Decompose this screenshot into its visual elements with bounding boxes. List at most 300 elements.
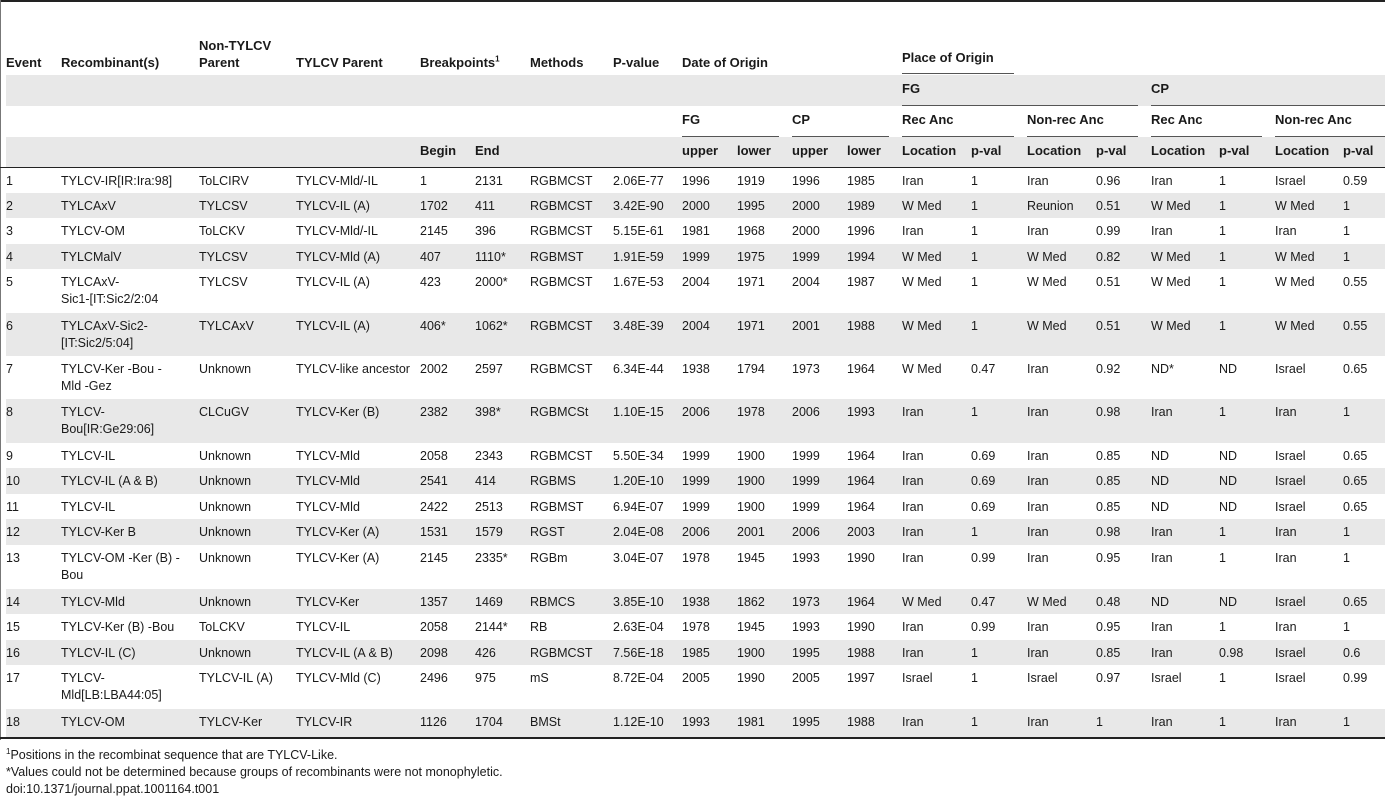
begin-cell: 423	[420, 275, 441, 289]
methods-cell: BMSt	[530, 715, 561, 729]
fg-upper-cell: 1999	[682, 250, 710, 264]
doi-link[interactable]: doi:10.1371/journal.ppat.1001164.t001	[6, 782, 220, 796]
fg-rec-location-cell: W Med	[902, 250, 942, 264]
header-band-1	[6, 75, 1385, 106]
cp-nonrec-location-cell: Israel	[1275, 174, 1306, 188]
cp-rec-location-cell: W Med	[1151, 199, 1191, 213]
cp-rec-pval-cell: ND	[1219, 362, 1238, 376]
fg-upper-cell: 2000	[682, 199, 710, 213]
event-cell: 11	[6, 500, 19, 514]
header-recombinants: Recombinant(s)	[61, 55, 160, 70]
methods-cell: RGBm	[530, 551, 568, 565]
header-breakpoints: Breakpoints$^1$	[420, 54, 500, 70]
recombinant-cell: TYLCV-OM	[61, 224, 125, 238]
non-tylcv-parent-cell: Unknown	[199, 449, 252, 463]
header-cp-nonrec-anc: Non-rec Anc	[1275, 112, 1352, 127]
methods-cell: RGBMCST	[530, 275, 593, 289]
cp-upper-cell: 1973	[792, 362, 820, 376]
fg-rec-pval-cell: 1	[971, 199, 978, 213]
fg-nonrec-location-cell: Iran	[1027, 405, 1049, 419]
pvalue-cell: 5.50E-34	[613, 449, 664, 463]
header-place-fg: FG	[902, 81, 921, 96]
table-row	[0, 269, 1385, 313]
fg-upper-cell: 2006	[682, 525, 710, 539]
table-row	[0, 193, 1385, 218]
fg-nonrec-pval-cell: 0.95	[1096, 620, 1121, 634]
fg-lower-cell: 1900	[737, 646, 765, 660]
non-tylcv-parent-cell: TYLCSV	[199, 275, 248, 289]
header-pvalue: P-value	[613, 55, 660, 70]
cp-nonrec-pval-cell: 0.65	[1343, 474, 1368, 488]
cp-rec-anc-underline	[1151, 136, 1262, 137]
non-tylcv-parent-cell: Unknown	[199, 500, 252, 514]
end-cell: 975	[475, 671, 496, 685]
end-cell: 396	[475, 224, 496, 238]
header-cp-rec-anc: Rec Anc	[1151, 112, 1203, 127]
cp-nonrec-pval-cell: 1	[1343, 224, 1350, 238]
cp-nonrec-pval-cell: 0.55	[1343, 319, 1368, 333]
fg-nonrec-location-cell: W Med	[1027, 595, 1067, 609]
methods-cell: RGBMS	[530, 474, 576, 488]
begin-cell: 1531	[420, 525, 448, 539]
cp-nonrec-location-cell: Iran	[1275, 551, 1297, 565]
methods-cell: RGST	[530, 525, 565, 539]
table-row	[0, 443, 1385, 468]
non-tylcv-parent-cell: TYLCV-IL (A)	[199, 671, 273, 685]
header-pval-2: p-val	[1096, 143, 1127, 158]
fg-nonrec-pval-cell: 0.51	[1096, 275, 1121, 289]
fg-rec-pval-cell: 1	[971, 275, 978, 289]
fg-nonrec-pval-cell: 0.98	[1096, 405, 1121, 419]
cp-rec-pval-cell: 1	[1219, 405, 1226, 419]
cp-upper-cell: 2000	[792, 199, 820, 213]
cp-lower-cell: 1990	[847, 551, 875, 565]
event-cell: 14	[6, 595, 20, 609]
methods-cell: RGBMCST	[530, 362, 593, 376]
fg-nonrec-location-cell: Iran	[1027, 474, 1049, 488]
cp-lower-cell: 1988	[847, 646, 875, 660]
cp-rec-pval-cell: 1	[1219, 199, 1226, 213]
fg-nonrec-anc-underline	[1027, 136, 1138, 137]
event-cell: 9	[6, 449, 13, 463]
event-cell: 2	[6, 199, 13, 213]
methods-cell: RGBMCST	[530, 449, 593, 463]
fg-rec-pval-cell: 1	[971, 646, 978, 660]
cp-nonrec-pval-cell: 0.99	[1343, 671, 1368, 685]
fg-upper-cell: 1996	[682, 174, 710, 188]
fg-rec-location-cell: Iran	[902, 500, 924, 514]
fg-upper-cell: 2006	[682, 405, 710, 419]
event-cell: 15	[6, 620, 20, 634]
cp-rec-pval-cell: 1	[1219, 620, 1226, 634]
fg-upper-cell: 1978	[682, 551, 710, 565]
fg-upper-cell: 1981	[682, 224, 710, 238]
tylcv-parent-cell: TYLCV-IL	[296, 620, 351, 634]
fg-rec-location-cell: Israel	[902, 671, 933, 685]
table-row	[0, 640, 1385, 665]
cp-lower-cell: 1988	[847, 715, 875, 729]
header-cp-lower: lower	[847, 143, 881, 158]
fg-nonrec-pval-cell: 0.97	[1096, 671, 1121, 685]
end-cell: 2335*	[475, 551, 508, 565]
table-row	[0, 709, 1385, 737]
event-cell: 4	[6, 250, 13, 264]
cp-rec-location-cell: ND	[1151, 449, 1170, 463]
fg-nonrec-location-cell: Iran	[1027, 646, 1049, 660]
cp-nonrec-pval-cell: 0.6	[1343, 646, 1361, 660]
cp-nonrec-pval-cell: 1	[1343, 551, 1350, 565]
cp-nonrec-pval-cell: 0.65	[1343, 449, 1368, 463]
end-cell: 1062*	[475, 319, 508, 333]
begin-cell: 1357	[420, 595, 448, 609]
event-cell: 10	[6, 474, 20, 488]
fg-upper-cell: 1999	[682, 449, 710, 463]
tylcv-parent-cell: TYLCV-Mld/-IL	[296, 224, 378, 238]
begin-cell: 1126	[420, 715, 447, 729]
fg-lower-cell: 1900	[737, 474, 765, 488]
cp-rec-location-cell: Iran	[1151, 174, 1173, 188]
fg-nonrec-pval-cell: 0.85	[1096, 500, 1121, 514]
cp-lower-cell: 1996	[847, 224, 875, 238]
event-cell: 17	[6, 671, 20, 685]
fg-nonrec-location-cell: Iran	[1027, 174, 1049, 188]
fg-nonrec-location-cell: Iran	[1027, 525, 1049, 539]
pvalue-cell: 2.63E-04	[613, 620, 664, 634]
fg-rec-pval-cell: 0.99	[971, 551, 996, 565]
cp-rec-location-cell: W Med	[1151, 275, 1191, 289]
end-cell: 398*	[475, 405, 501, 419]
fg-rec-location-cell: W Med	[902, 199, 942, 213]
recombinant-cell: TYLCV-	[61, 405, 105, 419]
begin-cell: 2422	[420, 500, 448, 514]
cp-nonrec-pval-cell: 0.59	[1343, 174, 1368, 188]
fg-lower-cell: 1794	[737, 362, 765, 376]
header-location-2: Location	[1027, 143, 1082, 158]
begin-cell: 1702	[420, 199, 448, 213]
fg-nonrec-pval-cell: 0.51	[1096, 319, 1121, 333]
cp-rec-location-cell: Iran	[1151, 405, 1173, 419]
cp-rec-pval-cell: 1	[1219, 525, 1226, 539]
table-row	[0, 218, 1385, 244]
cp-lower-cell: 2003	[847, 525, 875, 539]
cp-lower-cell: 1989	[847, 199, 875, 213]
methods-cell: RGBMCST	[530, 199, 593, 213]
fg-nonrec-pval-cell: 0.51	[1096, 199, 1121, 213]
non-tylcv-parent-cell: Unknown	[199, 474, 252, 488]
cp-nonrec-pval-cell: 1	[1343, 199, 1350, 213]
end-cell: 2144*	[475, 620, 508, 634]
fg-rec-location-cell: W Med	[902, 595, 942, 609]
cp-rec-pval-cell: 1	[1219, 250, 1226, 264]
recombinant-cell-line2: Mld[LB:LBA44:05]	[61, 688, 162, 702]
non-tylcv-parent-cell: ToLCKV	[199, 224, 245, 238]
end-cell: 2000*	[475, 275, 508, 289]
cp-rec-pval-cell: 1	[1219, 671, 1226, 685]
pvalue-cell: 3.85E-10	[613, 595, 664, 609]
event-cell: 8	[6, 405, 13, 419]
pvalue-cell: 1.12E-10	[613, 715, 664, 729]
footnote-2: *Values could not be determined because groups of recombinants were not monophyletic.	[6, 765, 503, 779]
cp-nonrec-pval-cell: 1	[1343, 715, 1350, 729]
fg-rec-pval-cell: 1	[971, 405, 978, 419]
fg-upper-cell: 1999	[682, 500, 710, 514]
cp-rec-pval-cell: ND	[1219, 595, 1238, 609]
cp-nonrec-pval-cell: 1	[1343, 620, 1350, 634]
fg-nonrec-location-cell: Iran	[1027, 362, 1049, 376]
fg-rec-location-cell: Iran	[902, 646, 924, 660]
cp-nonrec-location-cell: Israel	[1275, 362, 1306, 376]
methods-cell: RGBMST	[530, 250, 584, 264]
fg-rec-location-cell: Iran	[902, 405, 924, 419]
tylcv-parent-cell: TYLCV-Mld/-IL	[296, 174, 378, 188]
cp-upper-cell: 2006	[792, 525, 820, 539]
fg-lower-cell: 1981	[737, 715, 765, 729]
end-cell: 414	[475, 474, 496, 488]
header-pval-4: p-val	[1343, 143, 1374, 158]
event-cell: 6	[6, 319, 13, 333]
cp-lower-cell: 1993	[847, 405, 875, 419]
header-fg-upper: upper	[682, 143, 719, 158]
pvalue-cell: 8.72E-04	[613, 671, 664, 685]
fg-nonrec-location-cell: Reunion	[1027, 199, 1074, 213]
cp-rec-location-cell: Iran	[1151, 525, 1173, 539]
cp-rec-location-cell: ND	[1151, 500, 1170, 514]
fg-nonrec-location-cell: Iran	[1027, 449, 1049, 463]
fg-lower-cell: 1968	[737, 224, 765, 238]
cp-lower-cell: 1964	[847, 362, 875, 376]
fg-rec-pval-cell: 0.69	[971, 449, 996, 463]
fg-upper-cell: 1999	[682, 474, 710, 488]
cp-rec-location-cell: ND	[1151, 474, 1170, 488]
tylcv-parent-cell: TYLCV-IL (A & B)	[296, 646, 393, 660]
table-row	[0, 356, 1385, 399]
place-cp-underline	[1151, 105, 1385, 106]
cp-rec-pval-cell: 1	[1219, 551, 1226, 565]
begin-cell: 407	[420, 250, 441, 264]
end-cell: 1579	[475, 525, 503, 539]
cp-nonrec-location-cell: Iran	[1275, 715, 1297, 729]
cp-upper-cell: 1993	[792, 551, 820, 565]
cp-rec-pval-cell: ND	[1219, 449, 1238, 463]
recombinant-cell: TYLCV-OM	[61, 715, 125, 729]
tylcv-parent-cell: TYLCV-Mld	[296, 449, 360, 463]
fg-upper-cell: 1938	[682, 362, 710, 376]
pvalue-cell: 1.91E-59	[613, 250, 664, 264]
begin-cell: 2496	[420, 671, 448, 685]
place-of-origin-underline	[902, 73, 1014, 74]
fg-rec-pval-cell: 1	[971, 671, 978, 685]
fg-rec-pval-cell: 1	[971, 250, 978, 264]
fg-rec-pval-cell: 1	[971, 525, 978, 539]
non-tylcv-parent-cell: Unknown	[199, 551, 252, 565]
cp-nonrec-location-cell: W Med	[1275, 250, 1315, 264]
tylcv-parent-cell: TYLCV-IL (A)	[296, 319, 370, 333]
cp-rec-pval-cell: 1	[1219, 174, 1226, 188]
fg-rec-pval-cell: 1	[971, 319, 978, 333]
cp-rec-location-cell: Iran	[1151, 551, 1173, 565]
non-tylcv-parent-cell: Unknown	[199, 525, 252, 539]
fg-nonrec-pval-cell: 0.98	[1096, 525, 1121, 539]
fg-nonrec-pval-cell: 0.85	[1096, 449, 1121, 463]
fg-rec-location-cell: Iran	[902, 551, 924, 565]
methods-cell: RGBMCST	[530, 224, 593, 238]
table-row	[0, 494, 1385, 519]
end-cell: 2597	[475, 362, 503, 376]
cp-upper-cell: 2005	[792, 671, 820, 685]
fg-rec-pval-cell: 1	[971, 224, 978, 238]
pvalue-cell: 6.34E-44	[613, 362, 664, 376]
cp-lower-cell: 1964	[847, 474, 875, 488]
begin-cell: 1	[420, 174, 427, 188]
methods-cell: RB	[530, 620, 548, 634]
cp-rec-location-cell: Iran	[1151, 646, 1173, 660]
cp-upper-cell: 1995	[792, 646, 820, 660]
cp-lower-cell: 1964	[847, 500, 875, 514]
header-date-of-origin: Date of Origin	[682, 55, 768, 70]
methods-cell: RGBMCST	[530, 319, 593, 333]
header-place-cp: CP	[1151, 81, 1170, 96]
header-fg-nonrec-anc: Non-rec Anc	[1027, 112, 1104, 127]
non-tylcv-parent-cell: TYLCV-Ker	[199, 715, 263, 729]
fg-rec-location-cell: Iran	[902, 525, 924, 539]
event-cell: 7	[6, 362, 13, 376]
cp-rec-location-cell: Iran	[1151, 715, 1173, 729]
cp-nonrec-location-cell: Israel	[1275, 646, 1306, 660]
fg-nonrec-location-cell: Israel	[1027, 671, 1058, 685]
tylcv-parent-cell: TYLCV-Mld	[296, 474, 360, 488]
header-date-cp: CP	[792, 112, 811, 127]
methods-cell: RGBMCST	[530, 646, 593, 660]
methods-cell: mS	[530, 671, 549, 685]
end-cell: 1704	[475, 715, 503, 729]
pvalue-cell: 5.15E-61	[613, 224, 664, 238]
pvalue-cell: 2.06E-77	[613, 174, 664, 188]
end-cell: 2343	[475, 449, 503, 463]
cp-lower-cell: 1964	[847, 449, 875, 463]
fg-rec-pval-cell: 0.47	[971, 362, 996, 376]
methods-cell: RGBMCSt	[530, 405, 589, 419]
tylcv-parent-cell: TYLCV-Mld (C)	[296, 671, 381, 685]
cp-lower-cell: 1990	[847, 620, 875, 634]
tylcv-parent-cell: TYLCV-IL (A)	[296, 199, 370, 213]
cp-nonrec-location-cell: Israel	[1275, 474, 1306, 488]
cp-rec-pval-cell: 1	[1219, 319, 1226, 333]
header-pval-3: p-val	[1219, 143, 1250, 158]
cp-rec-location-cell: W Med	[1151, 250, 1191, 264]
event-cell: 13	[6, 551, 20, 565]
header-pval-1: p-val	[971, 143, 1002, 158]
fg-nonrec-location-cell: Iran	[1027, 715, 1049, 729]
fg-rec-location-cell: W Med	[902, 319, 942, 333]
place-fg-underline	[902, 105, 1138, 106]
footnote-1-mark: 1	[6, 746, 11, 756]
cp-rec-pval-cell: 1	[1219, 715, 1226, 729]
fg-rec-location-cell: Iran	[902, 174, 924, 188]
header-non-tylcv-parent-line2: Parent	[199, 55, 240, 70]
table-row	[0, 614, 1385, 640]
pvalue-cell: 3.04E-07	[613, 551, 664, 565]
end-cell: 411	[475, 199, 495, 213]
cp-nonrec-anc-underline	[1275, 136, 1385, 137]
recombinant-cell: TYLCV-IL (C)	[61, 646, 136, 660]
cp-upper-cell: 1996	[792, 174, 820, 188]
footnote-1: $^1$Positions in the recombinat sequence that are TYLCV-Like.	[6, 746, 338, 762]
table-row	[0, 665, 1385, 709]
cp-upper-cell: 2001	[792, 319, 820, 333]
event-cell: 18	[6, 715, 20, 729]
fg-lower-cell: 1990	[737, 671, 765, 685]
fg-upper-cell: 1938	[682, 595, 710, 609]
cp-nonrec-location-cell: Israel	[1275, 671, 1306, 685]
cp-rec-location-cell: Iran	[1151, 224, 1173, 238]
recombinant-cell: TYLCV-IR[IR:Ira:98]	[61, 174, 173, 188]
fg-lower-cell: 1862	[737, 595, 765, 609]
cp-upper-cell: 1999	[792, 449, 820, 463]
cp-nonrec-location-cell: Israel	[1275, 500, 1306, 514]
fg-lower-cell: 1945	[737, 551, 765, 565]
pvalue-cell: 3.48E-39	[613, 319, 664, 333]
breakpoints-footnote-mark: 1	[495, 54, 500, 64]
cp-upper-cell: 1999	[792, 500, 820, 514]
pvalue-cell: 6.94E-07	[613, 500, 664, 514]
pvalue-cell: 3.42E-90	[613, 199, 664, 213]
table-row	[0, 313, 1385, 356]
non-tylcv-parent-cell: CLCuGV	[199, 405, 250, 419]
cp-nonrec-location-cell: W Med	[1275, 319, 1315, 333]
fg-nonrec-pval-cell: 0.82	[1096, 250, 1121, 264]
fg-lower-cell: 1978	[737, 405, 765, 419]
tylcv-parent-cell: TYLCV-Ker (B)	[296, 405, 380, 419]
tylcv-parent-cell: TYLCV-Ker	[296, 595, 360, 609]
begin-cell: 2382	[420, 405, 448, 419]
non-tylcv-parent-cell: TYLCSV	[199, 250, 248, 264]
cp-nonrec-pval-cell: 0.65	[1343, 362, 1368, 376]
fg-rec-location-cell: W Med	[902, 362, 942, 376]
fg-nonrec-pval-cell: 1	[1096, 715, 1103, 729]
fg-lower-cell: 1900	[737, 449, 765, 463]
table-row	[0, 545, 1385, 589]
tylcv-parent-cell: TYLCV-Ker (A)	[296, 551, 380, 565]
cp-nonrec-pval-cell: 1	[1343, 525, 1350, 539]
fg-rec-pval-cell: 1	[971, 715, 978, 729]
end-cell: 426	[475, 646, 496, 660]
end-cell: 1469	[475, 595, 503, 609]
pvalue-cell: 1.20E-10	[613, 474, 664, 488]
fg-lower-cell: 1971	[737, 319, 765, 333]
cp-nonrec-location-cell: Iran	[1275, 224, 1297, 238]
fg-upper-cell: 1978	[682, 620, 710, 634]
fg-upper-cell: 1993	[682, 715, 710, 729]
cp-rec-location-cell: Israel	[1151, 671, 1182, 685]
table-row	[0, 519, 1385, 545]
header-location-3: Location	[1151, 143, 1206, 158]
non-tylcv-parent-cell: Unknown	[199, 646, 252, 660]
table-row	[0, 589, 1385, 614]
fg-upper-cell: 2004	[682, 275, 710, 289]
fg-lower-cell: 1945	[737, 620, 765, 634]
event-cell: 1	[6, 174, 13, 188]
fg-rec-location-cell: Iran	[902, 620, 924, 634]
fg-nonrec-pval-cell: 0.99	[1096, 224, 1121, 238]
cp-nonrec-pval-cell: 0.65	[1343, 500, 1368, 514]
header-date-fg: FG	[682, 112, 701, 127]
cp-upper-cell: 2000	[792, 224, 820, 238]
header-event: Event	[6, 55, 42, 70]
recombinant-cell-line2: Bou[IR:Ge29:06]	[61, 422, 155, 436]
pvalue-cell: 1.67E-53	[613, 275, 664, 289]
cp-rec-pval-cell: ND	[1219, 474, 1238, 488]
tylcv-parent-cell: TYLCV-IR	[296, 715, 353, 729]
